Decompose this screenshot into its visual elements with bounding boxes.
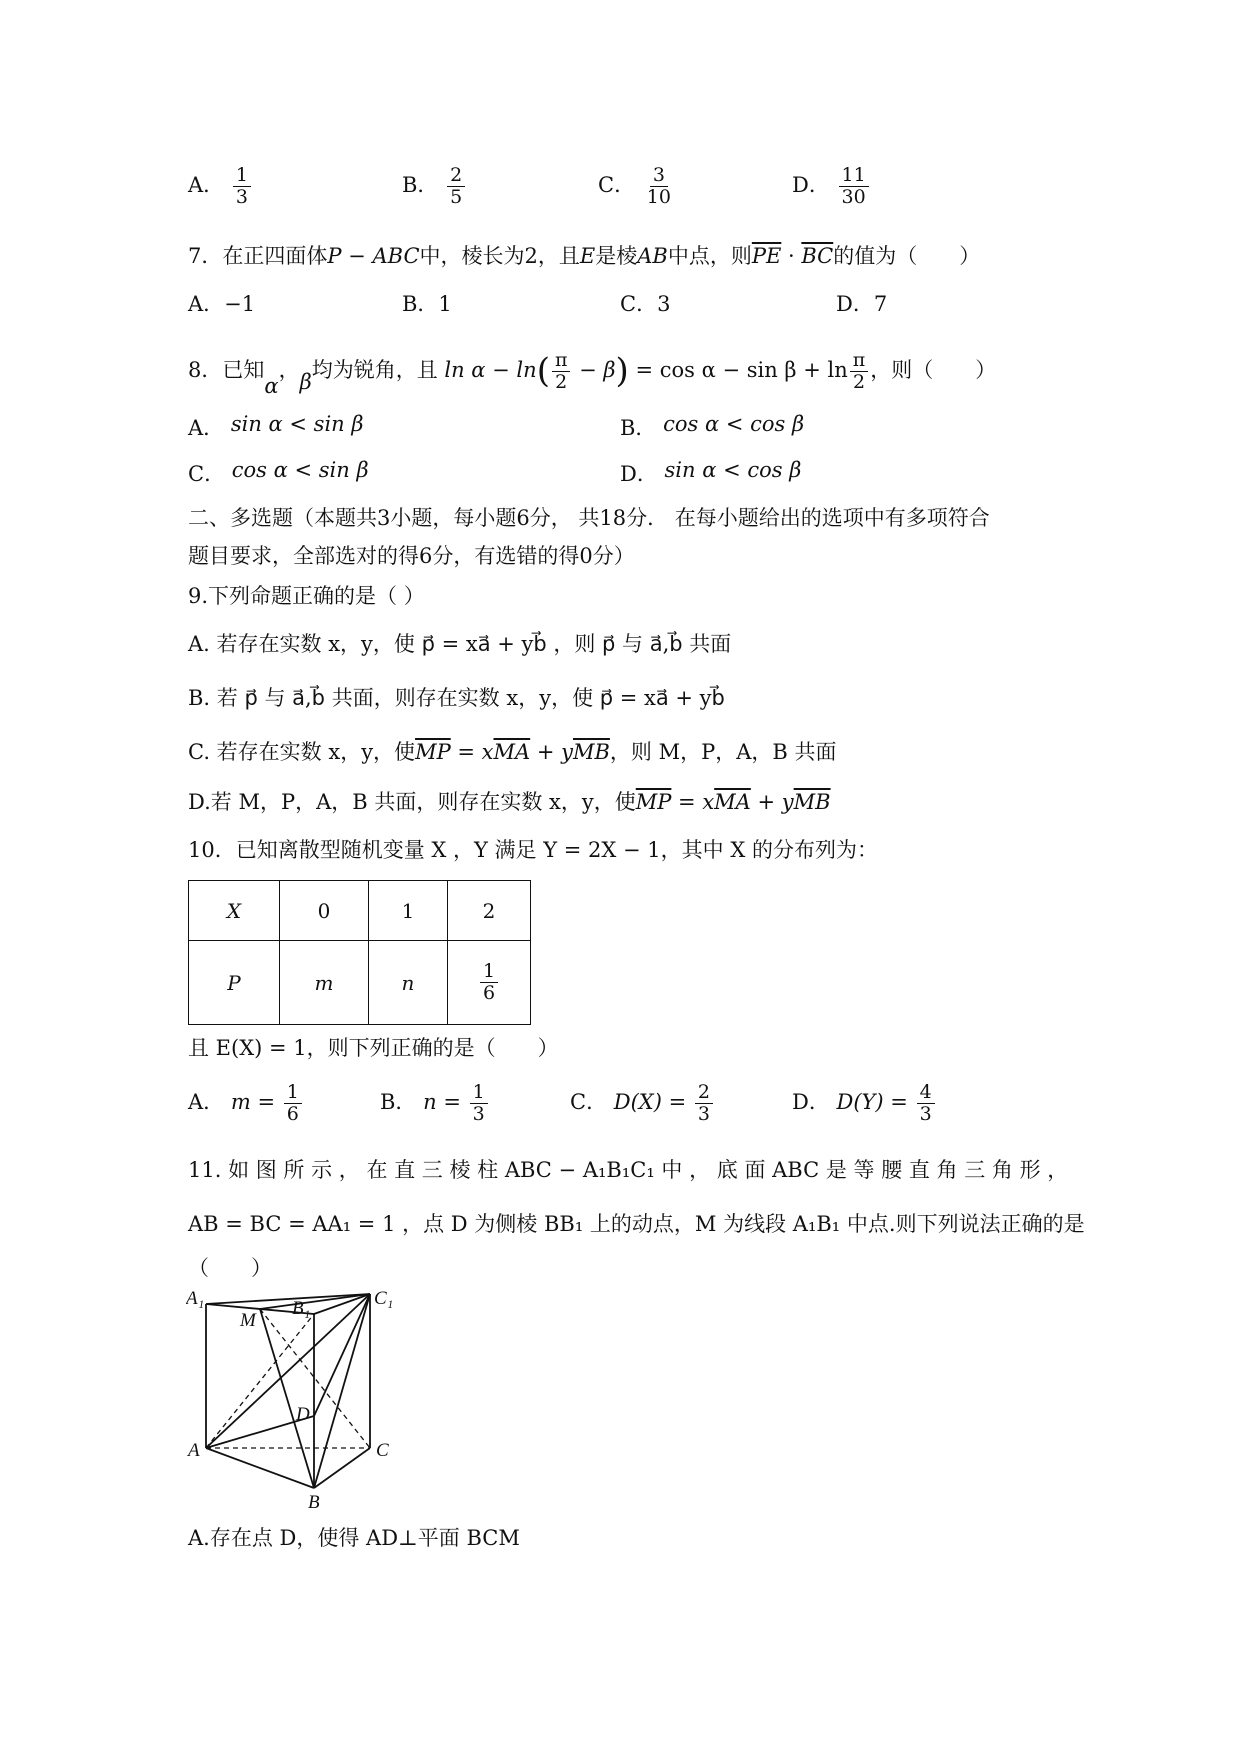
- hidden-segment-a-b1: [206, 1314, 314, 1448]
- q11-stem-line2: AB = BC = AA₁ = 1 ，点 D 为侧棱 BB₁ 上的动点，M 为线段 A₁B₁ 中点.则下列说法正确的是: [188, 1212, 1085, 1236]
- table-cell: [448, 941, 531, 1025]
- q10-stem: 10．已知离散型随机变量 X ，Y 满足 Y = 2X − 1，其中 X 的分布列为：: [188, 838, 878, 862]
- q9-option-a: A. 若存在实数 x，y，使 p⃗ = xa⃗ + yb⃗ ，则 p⃗ 与 a⃗,b⃗ 共面: [188, 632, 732, 656]
- q8-option-c: C． cos α < sin β: [188, 458, 369, 486]
- q7-option-d: D．7: [836, 292, 888, 316]
- prism-figure: [186, 1288, 406, 1508]
- table-cell: X: [189, 881, 280, 941]
- q7-option-c: C．3: [620, 292, 671, 316]
- distribution-table: [188, 880, 531, 1025]
- q10-condition: 且 E(X) = 1，则下列正确的是（ ）: [188, 1036, 559, 1060]
- section2-heading-line2: 题目要求，全部选对的得6分，有选错的得0分）: [188, 544, 635, 568]
- fraction: $\frac{4}{3}$: [917, 1082, 935, 1125]
- q8-option-b: B． cos α < cos β: [620, 412, 805, 440]
- q7-stem: 7．在正四面体P − ABC中，棱长为2，且E是棱AB中点，则$\overline{PE} \cdot \overline{BC}$的值为（ ）: [188, 244, 981, 268]
- label-m: M: [240, 1310, 256, 1331]
- section2-heading-line1: 二、多选题（本题共3小题，每小题6分， 共18分． 在每小题给出的选项中有多项符合: [188, 506, 990, 530]
- table-row: [189, 941, 531, 1025]
- table-cell: 0: [280, 881, 369, 941]
- label-c1: C₁: [374, 1288, 394, 1309]
- q8-option-d: D． sin α < cos β: [620, 458, 802, 486]
- q11-stem-line1: 11. 如 图 所 示 ， 在 直 三 棱 柱 ABC − A₁B₁C₁ 中 ， 底 面 ABC 是 等 腰 直 角 三 角 形 ，: [188, 1158, 1069, 1182]
- label-d: D: [296, 1404, 310, 1425]
- q9-option-c: C. 若存在实数 x，y，使$\overline{MP} = x\overline{MA} + y\overline{MB}$，则 M，P，A，B 共面: [188, 740, 837, 764]
- fraction: $\frac{\pi}{2}$: [850, 350, 869, 393]
- segment-a-c1: [206, 1294, 370, 1448]
- fraction: $\frac{3}{10}$: [646, 164, 671, 208]
- table-cell: 2: [448, 881, 531, 941]
- q10-option-d: D． D(Y) = $\frac{4}{3}$: [792, 1082, 937, 1125]
- label-b1: B₁: [292, 1298, 311, 1319]
- label-a1: A₁: [186, 1288, 205, 1309]
- q9-stem: 9.下列命题正确的是（ ）: [188, 584, 425, 608]
- q6-option-c: C． $\frac{3}{10}$: [598, 165, 676, 208]
- q9-option-b: B. 若 p⃗ 与 a⃗,b⃗ 共面，则存在实数 x，y，使 p⃗ = xa⃗ + yb⃗: [188, 686, 725, 710]
- edge-a-b: [206, 1448, 314, 1488]
- q6-option-d: D． $\frac{11}{30}$: [792, 165, 871, 208]
- fraction: $\frac{1}{6}$: [284, 1082, 302, 1125]
- table-cell: P: [189, 941, 280, 1025]
- q8-option-a: A． sin α < sin β: [188, 412, 364, 440]
- segment-b-c1: [314, 1294, 370, 1488]
- q11-stem-line3: （ ）: [188, 1256, 272, 1280]
- q10-option-b: B． n = $\frac{1}{3}$: [380, 1082, 490, 1125]
- q7-option-b: B．1: [402, 292, 452, 316]
- fraction: $\frac{1}{3}$: [470, 1082, 488, 1125]
- edge-b-c: [314, 1448, 370, 1488]
- segment-m-c1: [260, 1294, 370, 1309]
- fraction: $\frac{1}{6}$: [480, 961, 498, 1004]
- table-cell: n: [369, 941, 448, 1025]
- table-cell: 1: [369, 881, 448, 941]
- q10-option-a: A． m = $\frac{1}{6}$: [188, 1082, 304, 1125]
- q8-stem: 8．已知α，β均为锐角，且 ln α − ln( $\frac{\pi}{2}$ − β) = cos α − sin β + ln $\frac{\pi}{2}$ ，则（ ）: [188, 349, 997, 398]
- fraction: $\frac{1}{3}$: [233, 165, 251, 208]
- fraction: $\frac{11}{30}$: [839, 165, 869, 208]
- table-row: [189, 881, 531, 941]
- fraction: $\frac{2}{5}$: [447, 165, 465, 208]
- q10-option-c: C． D(X) = $\frac{2}{3}$: [570, 1082, 715, 1125]
- q6-option-b: B． $\frac{2}{5}$: [402, 165, 467, 208]
- fraction: $\frac{\pi}{2}$: [552, 350, 571, 393]
- segment-d-c1: [314, 1294, 370, 1416]
- segment-m-b: [260, 1309, 314, 1488]
- label-c: C: [376, 1440, 389, 1461]
- label-a: A: [188, 1440, 200, 1461]
- label-b: B: [308, 1492, 320, 1508]
- q6-option-a: A． $\frac{1}{3}$: [188, 165, 253, 208]
- q9-option-d: D.若 M，P，A，B 共面，则存在实数 x，y，使$\overline{MP} = x\overline{MA} + y\overline{MB}$: [188, 790, 831, 814]
- table-cell: m: [280, 941, 369, 1025]
- fraction: $\frac{2}{3}$: [695, 1082, 713, 1125]
- q7-option-a: A．−1: [188, 292, 256, 316]
- q11-option-a: A.存在点 D，使得 AD⊥平面 BCM: [188, 1526, 520, 1550]
